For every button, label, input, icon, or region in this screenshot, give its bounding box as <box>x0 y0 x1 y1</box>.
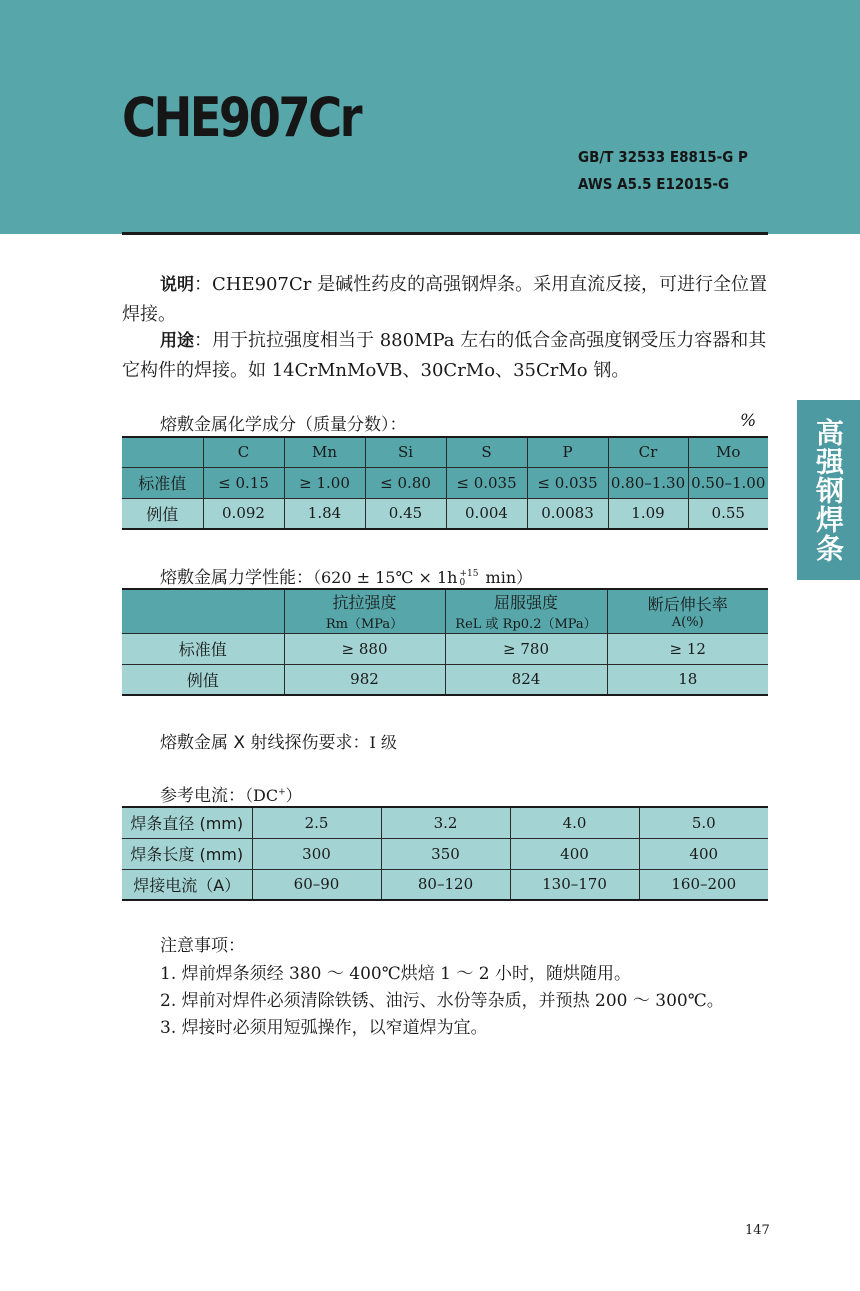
mechanical-header-cell <box>607 589 768 633</box>
note-item: 3. 焊接时必须用短弧操作，以窄道焊为宜。 <box>160 1018 488 1038</box>
condition-sub: 0 <box>459 577 466 588</box>
condition-suffix: min） <box>480 568 533 587</box>
table-cell: 4.0 <box>510 807 639 838</box>
chemical-header-cell: Si <box>365 437 446 467</box>
table-cell: 130–170 <box>510 869 639 900</box>
mechanical-title: 熔敷金属力学性能： <box>160 568 313 588</box>
mechanical-header-row <box>122 589 768 633</box>
condition-sup: +15 <box>459 568 479 579</box>
usage-text: ：用于抗拉强度相当于 880MPa 左右的低合金高强度钢受压力容器和其它构件的焊接。如 14CrMnMoVB、30CrMo、35CrMo 钢。 <box>122 330 767 381</box>
category-side-tab <box>797 400 860 580</box>
table-cell: ≥ 780 <box>445 633 607 664</box>
table-cell: 1.09 <box>608 498 688 529</box>
current-title-line <box>160 781 302 806</box>
table-cell: ≤ 0.80 <box>365 467 446 498</box>
current-amperage-row <box>122 869 768 900</box>
description-label: 说明 <box>160 275 194 295</box>
description-paragraph <box>122 270 772 329</box>
row-label: 焊条长度 (mm) <box>122 838 252 869</box>
header-line: 屈服强度 <box>493 593 558 613</box>
mechanical-header-cell <box>284 589 445 633</box>
standard-gb: GB/T 32533 E8815-G P <box>578 148 748 166</box>
usage-paragraph <box>122 326 772 385</box>
table-cell: ≤ 0.15 <box>203 467 284 498</box>
usage-label: 用途 <box>160 331 194 351</box>
condition-prefix: （620 ± 15℃ × 1h <box>313 568 458 587</box>
chemical-table <box>122 436 768 530</box>
table-cell: 350 <box>381 838 510 869</box>
table-cell: 0.092 <box>203 498 284 529</box>
row-label: 焊接电流（A） <box>122 869 252 900</box>
header-line: 抗拉强度 <box>332 593 397 613</box>
mechanical-example-row <box>122 664 768 695</box>
current-diameter-row <box>122 807 768 838</box>
product-title: CHE907Cr <box>122 86 360 149</box>
chemical-unit: % <box>740 411 757 431</box>
table-cell: ≥ 12 <box>607 633 768 664</box>
category-label: 高强钢焊条 <box>812 417 845 563</box>
current-type <box>245 786 302 805</box>
mechanical-title-line <box>160 563 532 588</box>
table-cell: 0.45 <box>365 498 446 529</box>
page-number: 147 <box>745 1223 770 1238</box>
mechanical-table <box>122 588 768 696</box>
chemical-header-cell: Mo <box>688 437 768 467</box>
note-item: 2. 焊前对焊件必须清除铁锈、油污、水份等杂质，并预热 200 ～ 300℃。 <box>160 991 724 1011</box>
table-cell: 2.5 <box>252 807 381 838</box>
table-cell: 0.50–1.00 <box>688 467 768 498</box>
table-cell: 60–90 <box>252 869 381 900</box>
chemical-header-cell: Mn <box>284 437 365 467</box>
table-cell: 160–200 <box>639 869 768 900</box>
table-cell: 300 <box>252 838 381 869</box>
row-label: 例值 <box>122 664 284 695</box>
row-label: 焊条直径 (mm) <box>122 807 252 838</box>
standard-aws: AWS A5.5 E12015-G <box>578 175 730 193</box>
chemical-header-cell: C <box>203 437 284 467</box>
xray-line <box>160 728 397 753</box>
row-label: 例值 <box>122 498 203 529</box>
table-cell: 0.80–1.30 <box>608 467 688 498</box>
chemical-header-cell: Cr <box>608 437 688 467</box>
mechanical-header-cell <box>445 589 607 633</box>
notes-title: 注意事项： <box>160 936 245 956</box>
table-cell: 400 <box>639 838 768 869</box>
row-label: 标准值 <box>122 467 203 498</box>
chemical-title: 熔敷金属化学成分（质量分数）： <box>160 415 407 435</box>
table-cell: 3.2 <box>381 807 510 838</box>
table-cell: ≤ 0.035 <box>446 467 527 498</box>
table-cell: 824 <box>445 664 607 695</box>
xray-value: I 级 <box>369 733 397 752</box>
description-text: ：CHE907Cr 是碱性药皮的高强钢焊条。采用直流反接，可进行全位置焊接。 <box>122 274 768 325</box>
table-cell: 982 <box>284 664 445 695</box>
chemical-header-cell: S <box>446 437 527 467</box>
mechanical-condition <box>313 568 532 587</box>
chemical-header-cell <box>122 437 203 467</box>
current-type-prefix: （DC <box>245 786 279 805</box>
standard-codes <box>578 144 748 198</box>
table-cell: 18 <box>607 664 768 695</box>
current-type-suffix: ） <box>285 786 302 805</box>
header-line: Rm（MPa） <box>325 617 404 633</box>
table-cell: ≥ 880 <box>284 633 445 664</box>
chemical-header-cell: P <box>527 437 608 467</box>
mechanical-header-blank <box>122 589 284 633</box>
current-type-sup: + <box>278 787 286 798</box>
table-cell: 400 <box>510 838 639 869</box>
note-item: 1. 焊前焊条须经 380 ～ 400℃烘焙 1 ～ 2 小时，随烘随用。 <box>160 964 631 984</box>
table-cell: 1.84 <box>284 498 365 529</box>
table-cell: 5.0 <box>639 807 768 838</box>
table-cell: 0.55 <box>688 498 768 529</box>
header-rule <box>122 232 768 235</box>
condition-tolerance <box>459 570 478 588</box>
chemical-header-row <box>122 437 768 467</box>
current-title: 参考电流： <box>160 786 245 806</box>
table-cell: 80–120 <box>381 869 510 900</box>
row-label: 标准值 <box>122 633 284 664</box>
current-length-row <box>122 838 768 869</box>
table-cell: ≤ 0.035 <box>527 467 608 498</box>
header-line: ReL 或 Rp0.2（MPa） <box>455 617 597 633</box>
chemical-standard-row <box>122 467 768 498</box>
xray-title: 熔敷金属 X 射线探伤要求： <box>160 733 370 753</box>
table-cell: 0.0083 <box>527 498 608 529</box>
table-cell: 0.004 <box>446 498 527 529</box>
mechanical-standard-row <box>122 633 768 664</box>
table-cell: ≥ 1.00 <box>284 467 365 498</box>
header-line: 断后伸长率 <box>647 595 728 615</box>
current-table <box>122 806 768 901</box>
header-line: A(%) <box>671 615 704 631</box>
chemical-example-row <box>122 498 768 529</box>
